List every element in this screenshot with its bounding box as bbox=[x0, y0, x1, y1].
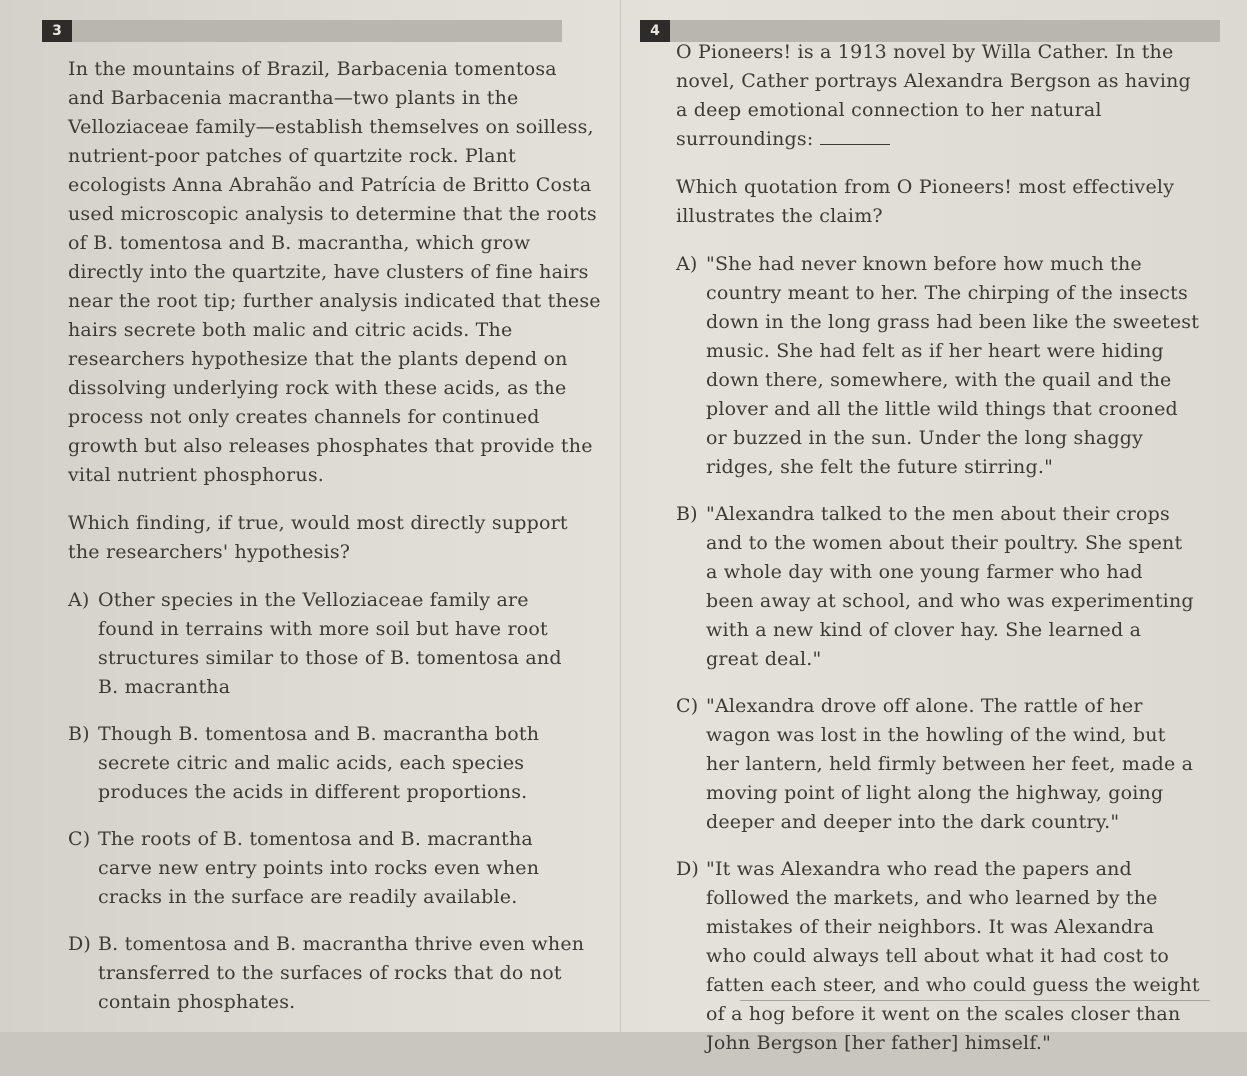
question-number-3: 3 bbox=[42, 20, 72, 42]
choice-line: down in the long grass had been like the sweetest bbox=[706, 311, 1200, 333]
choice-line: great deal." bbox=[706, 648, 822, 670]
choice-line: The roots of B. tomentosa and B. macrantha bbox=[98, 828, 533, 850]
passage-line: directly into the quartzite, have clusters of fine hairs bbox=[68, 261, 589, 283]
choice-line: with a new kind of clover hay. She learned a bbox=[706, 619, 1142, 641]
choice-line: or buzzed in the sun. Under the long shaggy bbox=[706, 427, 1144, 449]
choice-text bbox=[98, 586, 568, 702]
answer-choice-a[interactable] bbox=[676, 250, 1216, 482]
choice-line: "Alexandra drove off alone. The rattle of her bbox=[706, 695, 1143, 717]
question-4-passage bbox=[676, 38, 1216, 154]
choice-line: ridges, she felt the future stirring." bbox=[706, 456, 1054, 478]
choice-line: Though B. tomentosa and B. macrantha both bbox=[98, 723, 540, 745]
choice-line: deeper and deeper into the dark country." bbox=[706, 811, 1120, 833]
choice-line: "Alexandra talked to the men about their crops bbox=[706, 503, 1170, 525]
choice-line: and to the women about their poultry. She spent bbox=[706, 532, 1183, 554]
question-4-column bbox=[676, 38, 1216, 1076]
choice-line: country meant to her. The chirping of the insects bbox=[706, 282, 1188, 304]
passage-line: near the root tip; further analysis indicated that these bbox=[68, 290, 601, 312]
choice-letter: A) bbox=[68, 589, 90, 611]
choice-line: John Bergson [her father] himself." bbox=[706, 1032, 1052, 1054]
choice-text bbox=[706, 855, 1216, 1058]
choice-letter: B) bbox=[676, 503, 698, 525]
choice-letter: A) bbox=[676, 253, 698, 275]
answer-choice-c[interactable] bbox=[68, 825, 568, 912]
choice-text bbox=[98, 930, 584, 1017]
choice-letter: D) bbox=[676, 858, 700, 880]
passage-line: growth but also releases phosphates that provide the bbox=[68, 435, 593, 457]
choice-line: "She had never known before how much the bbox=[706, 253, 1142, 275]
choice-text bbox=[706, 250, 1216, 482]
question-3-prompt bbox=[68, 509, 568, 567]
choice-line: mistakes of their neighbors. It was Alexandra bbox=[706, 916, 1155, 938]
answer-choice-a[interactable] bbox=[68, 586, 568, 702]
choice-line: structures similar to those of B. tomentosa and bbox=[98, 647, 562, 669]
choice-line: cracks in the surface are readily available. bbox=[98, 886, 518, 908]
choice-text bbox=[98, 720, 568, 807]
choice-letter: C) bbox=[68, 828, 91, 850]
question-line: Which finding, if true, would most directly support bbox=[68, 512, 568, 534]
passage-line: surroundings: bbox=[676, 125, 1216, 154]
question-4-prompt bbox=[676, 173, 1216, 231]
choice-text bbox=[98, 825, 568, 912]
choice-line: secrete citric and malic acids, each species bbox=[98, 752, 525, 774]
choice-text bbox=[706, 500, 1216, 674]
choice-line: transferred to the surfaces of rocks that do not bbox=[98, 962, 562, 984]
question-line: Which quotation from O Pioneers! most effectively bbox=[676, 176, 1175, 198]
answer-choice-b[interactable] bbox=[676, 500, 1216, 674]
answer-choice-b[interactable] bbox=[68, 720, 568, 807]
passage-line: dissolving underlying rock with these acids, as the bbox=[68, 377, 567, 399]
choice-letter: D) bbox=[68, 933, 92, 955]
choice-line: down there, somewhere, with the quail and the bbox=[706, 369, 1172, 391]
passage-line: Velloziaceae family—establish themselves on soilless, bbox=[68, 116, 594, 138]
choice-line: found in terrains with more soil but have root bbox=[98, 618, 548, 640]
passage-line: O Pioneers! is a 1913 novel by Willa Cather. In the bbox=[676, 41, 1174, 63]
question-3-choices bbox=[68, 586, 585, 1017]
choice-line: been away at school, and who was experimenting bbox=[706, 590, 1194, 612]
choice-text bbox=[706, 692, 1216, 837]
passage-line: and Barbacenia macrantha—two plants in the bbox=[68, 87, 519, 109]
answer-choice-c[interactable] bbox=[676, 692, 1216, 837]
choice-line: carve new entry points into rocks even when bbox=[98, 857, 540, 879]
choice-letter: C) bbox=[676, 695, 699, 717]
choice-line: B. tomentosa and B. macrantha thrive even when bbox=[98, 933, 585, 955]
question-line: the researchers' hypothesis? bbox=[68, 541, 351, 563]
choice-line: her lantern, held firmly between her feet, made a bbox=[706, 753, 1194, 775]
choice-line: produces the acids in different proportions. bbox=[98, 781, 528, 803]
passage-line: a deep emotional connection to her natural bbox=[676, 99, 1102, 121]
choice-line: followed the markets, and who learned by the bbox=[706, 887, 1158, 909]
choice-line: fatten each steer, and who could guess the weight bbox=[706, 974, 1200, 996]
choice-line: wagon was lost in the howling of the wind, but bbox=[706, 724, 1166, 746]
passage-line: process not only creates channels for continued bbox=[68, 406, 540, 428]
choice-line: B. macrantha bbox=[98, 676, 231, 698]
question-number-4: 4 bbox=[640, 20, 670, 42]
passage-line: hairs secrete both malic and citric acids. The bbox=[68, 319, 513, 341]
answer-choice-d[interactable] bbox=[68, 930, 585, 1017]
choice-line: music. She had felt as if her heart were hiding bbox=[706, 340, 1164, 362]
passage-line: of B. tomentosa and B. macrantha, which grow bbox=[68, 232, 531, 254]
choice-line: of a hog before it went on the scales closer than bbox=[706, 1003, 1181, 1025]
passage-line: vital nutrient phosphorus. bbox=[68, 464, 325, 486]
question-header-bar-left bbox=[42, 20, 562, 42]
choice-line: a whole day with one young farmer who had bbox=[706, 561, 1143, 583]
choice-line: "It was Alexandra who read the papers and bbox=[706, 858, 1132, 880]
passage-line: used microscopic analysis to determine that the roots bbox=[68, 203, 597, 225]
choice-line: Other species in the Velloziaceae family are bbox=[98, 589, 529, 611]
bottom-rule bbox=[740, 1000, 1210, 1001]
passage-line: ecologists Anna Abrahão and Patrícia de Britto Costa bbox=[68, 174, 592, 196]
question-4-choices bbox=[676, 250, 1216, 1058]
page-gutter bbox=[620, 0, 621, 1032]
choice-line: plover and all the little wild things that crooned bbox=[706, 398, 1178, 420]
passage-line: nutrient-poor patches of quartzite rock. Plant bbox=[68, 145, 516, 167]
passage-line: In the mountains of Brazil, Barbacenia tomentosa bbox=[68, 58, 557, 80]
choice-letter: B) bbox=[68, 723, 90, 745]
question-line: illustrates the claim? bbox=[676, 205, 883, 227]
question-3-column bbox=[68, 55, 601, 1035]
passage-line: novel, Cather portrays Alexandra Bergson as having bbox=[676, 70, 1191, 92]
passage-line: researchers hypothesize that the plants depend on bbox=[68, 348, 568, 370]
choice-line: who could always tell about what it had cost to bbox=[706, 945, 1170, 967]
question-3-passage bbox=[68, 55, 601, 490]
answer-blank bbox=[820, 126, 890, 145]
answer-choice-d[interactable] bbox=[676, 855, 1216, 1058]
choice-line: moving point of light along the highway, going bbox=[706, 782, 1164, 804]
choice-line: contain phosphates. bbox=[98, 991, 296, 1013]
